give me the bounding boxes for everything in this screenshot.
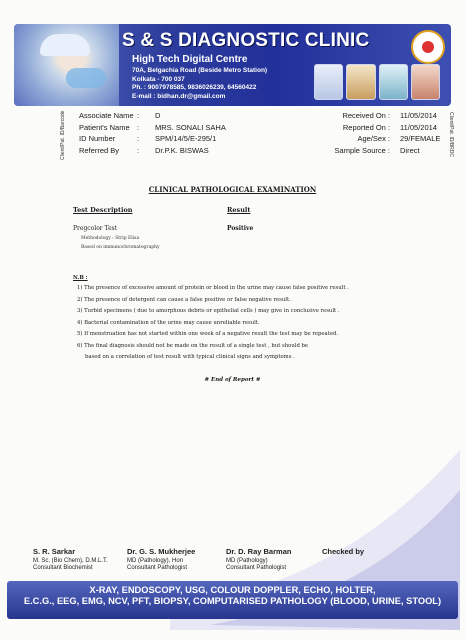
header-thumbnails (314, 64, 440, 100)
signatory-qualification: M. Sc. (Bio Chem), D.M.L.T. (33, 557, 108, 564)
test-methodology: Methodology : Strip Elisa (81, 236, 140, 241)
signatory-title: Consultant Biochemist (33, 565, 93, 571)
footer-line: E.C.G., EEG, EMG, NCV, PFT, BIOPSY, COMPUTARISED PATHOLOGY (BLOOD, URINE, STOOL) (23, 596, 442, 606)
signatory-qualification: MD (Pathology), Hon (127, 557, 184, 564)
signatory-title: Consultant Pathologist (127, 565, 188, 571)
info-row (300, 122, 450, 134)
notes-heading: N.B : (73, 275, 88, 281)
info-row: Associate Name : D (79, 111, 161, 120)
info-label: Associate Name (79, 111, 134, 120)
address-email: E-mail : bidhan.dr@gmail.com (132, 92, 226, 100)
patient-details-right (300, 110, 450, 156)
end-of-report: # End of Report # (204, 377, 261, 383)
thumbnail (379, 64, 408, 100)
column-header-result: Result (227, 206, 251, 214)
letterhead-banner (14, 24, 451, 106)
info-label: Referred By (79, 145, 120, 155)
info-row: Referred By : Dr.P.K. BISWAS (79, 145, 209, 155)
test-basis: Based on immunochromatography (81, 245, 160, 250)
info-label: Age/Sex : (357, 134, 390, 143)
info-value: SPM/14/5/E-295/1 (155, 134, 217, 143)
clinic-name: S & S DIAGNOSTIC CLINIC (122, 30, 370, 51)
header-photo (14, 24, 119, 106)
info-value: D (155, 111, 161, 120)
info-value: 11/05/2014 (400, 111, 437, 120)
side-label-right: Client/Pat. ID/BRDC (448, 112, 454, 158)
info-row (300, 110, 450, 122)
test-result: Positive (227, 225, 254, 232)
info-label: Received On : (342, 111, 390, 120)
signatory-title: Consultant Pathologist (226, 565, 287, 571)
signatory-name: Dr. D. Ray Barman (226, 547, 292, 556)
info-label: Patient's Name (79, 122, 130, 132)
address-line: Kolkata - 700 037 (132, 75, 185, 83)
address-phone: Ph. : 9007978585, 9836026239, 64560422 (132, 84, 257, 91)
test-name: Pregcolor Test (73, 225, 118, 232)
info-row: Patient's Name : MRS. SONALI SAHA (79, 122, 226, 132)
note-item: 1) The presence of excessive amount of protein or blood in the urine may cause false positive result . (77, 285, 349, 291)
info-value: Direct (400, 145, 420, 155)
info-value: MRS. SONALI SAHA (155, 122, 226, 132)
info-row (300, 145, 450, 157)
clinic-address (132, 67, 267, 101)
report-title: CLINICAL PATHOLOGICAL EXAMINATION (148, 185, 317, 194)
notes-section (73, 275, 403, 360)
signatory-qualification: MD (Pathology) (226, 557, 268, 564)
note-item: 4) Bacterial contamination of the urine may cause unreliable result. (77, 319, 260, 326)
signature-block (322, 548, 364, 558)
note-item: 2) The presence of detergent can cause a false positive or false negative result. (77, 296, 291, 303)
signatory-name: S. R. Sarkar (33, 547, 76, 556)
signatory-name: Dr. G. S. Mukherjee (127, 547, 196, 556)
thumbnail (411, 64, 440, 100)
clinic-logo-icon (411, 30, 445, 64)
address-line: 70A, Belgachia Road (Beside Metro Station) (132, 67, 268, 74)
note-continuation: based on a correlation of test result with typical clinical signs and symptoms . (85, 354, 295, 360)
info-value: 11/05/2014 (400, 122, 437, 132)
column-header-test: Test Description (73, 206, 133, 214)
services-footer (7, 581, 458, 619)
info-value: 29/FEMALE (400, 134, 441, 143)
info-label: Reported On : (342, 122, 390, 132)
info-row (300, 133, 450, 145)
signature-block (226, 548, 291, 573)
info-row: ID Number : SPM/14/5/E-295/1 (79, 134, 217, 143)
signature-block (127, 548, 195, 573)
note-item: 3) Turbid specimens ( due to amorphous debris or epithelial cells ) may give in conclusive result . (77, 308, 340, 314)
footer-line: X-RAY, ENDOSCOPY, USG, COLOUR DOPPLER, ECHO, HOLTER, (89, 585, 376, 595)
clinic-subtitle: High Tech Digital Centre (132, 54, 248, 65)
note-item: 6) The final diagnosis should not be made on the result of a single test , but should be (77, 342, 309, 349)
checked-by-label: Checked by (322, 547, 365, 556)
info-value: Dr.P.K. BISWAS (155, 145, 209, 155)
signature-block (33, 548, 108, 573)
info-label: Sample Source : (334, 145, 390, 155)
side-label-left: Client/Pat. ID/Barcode (60, 110, 66, 160)
patient-details-left (79, 110, 279, 156)
thumbnail (314, 64, 343, 100)
thumbnail (346, 64, 375, 100)
note-item: 5) If menstruation has not started within one week of a negative result the test may be repeated. (77, 331, 339, 337)
info-label: ID Number (79, 134, 116, 143)
